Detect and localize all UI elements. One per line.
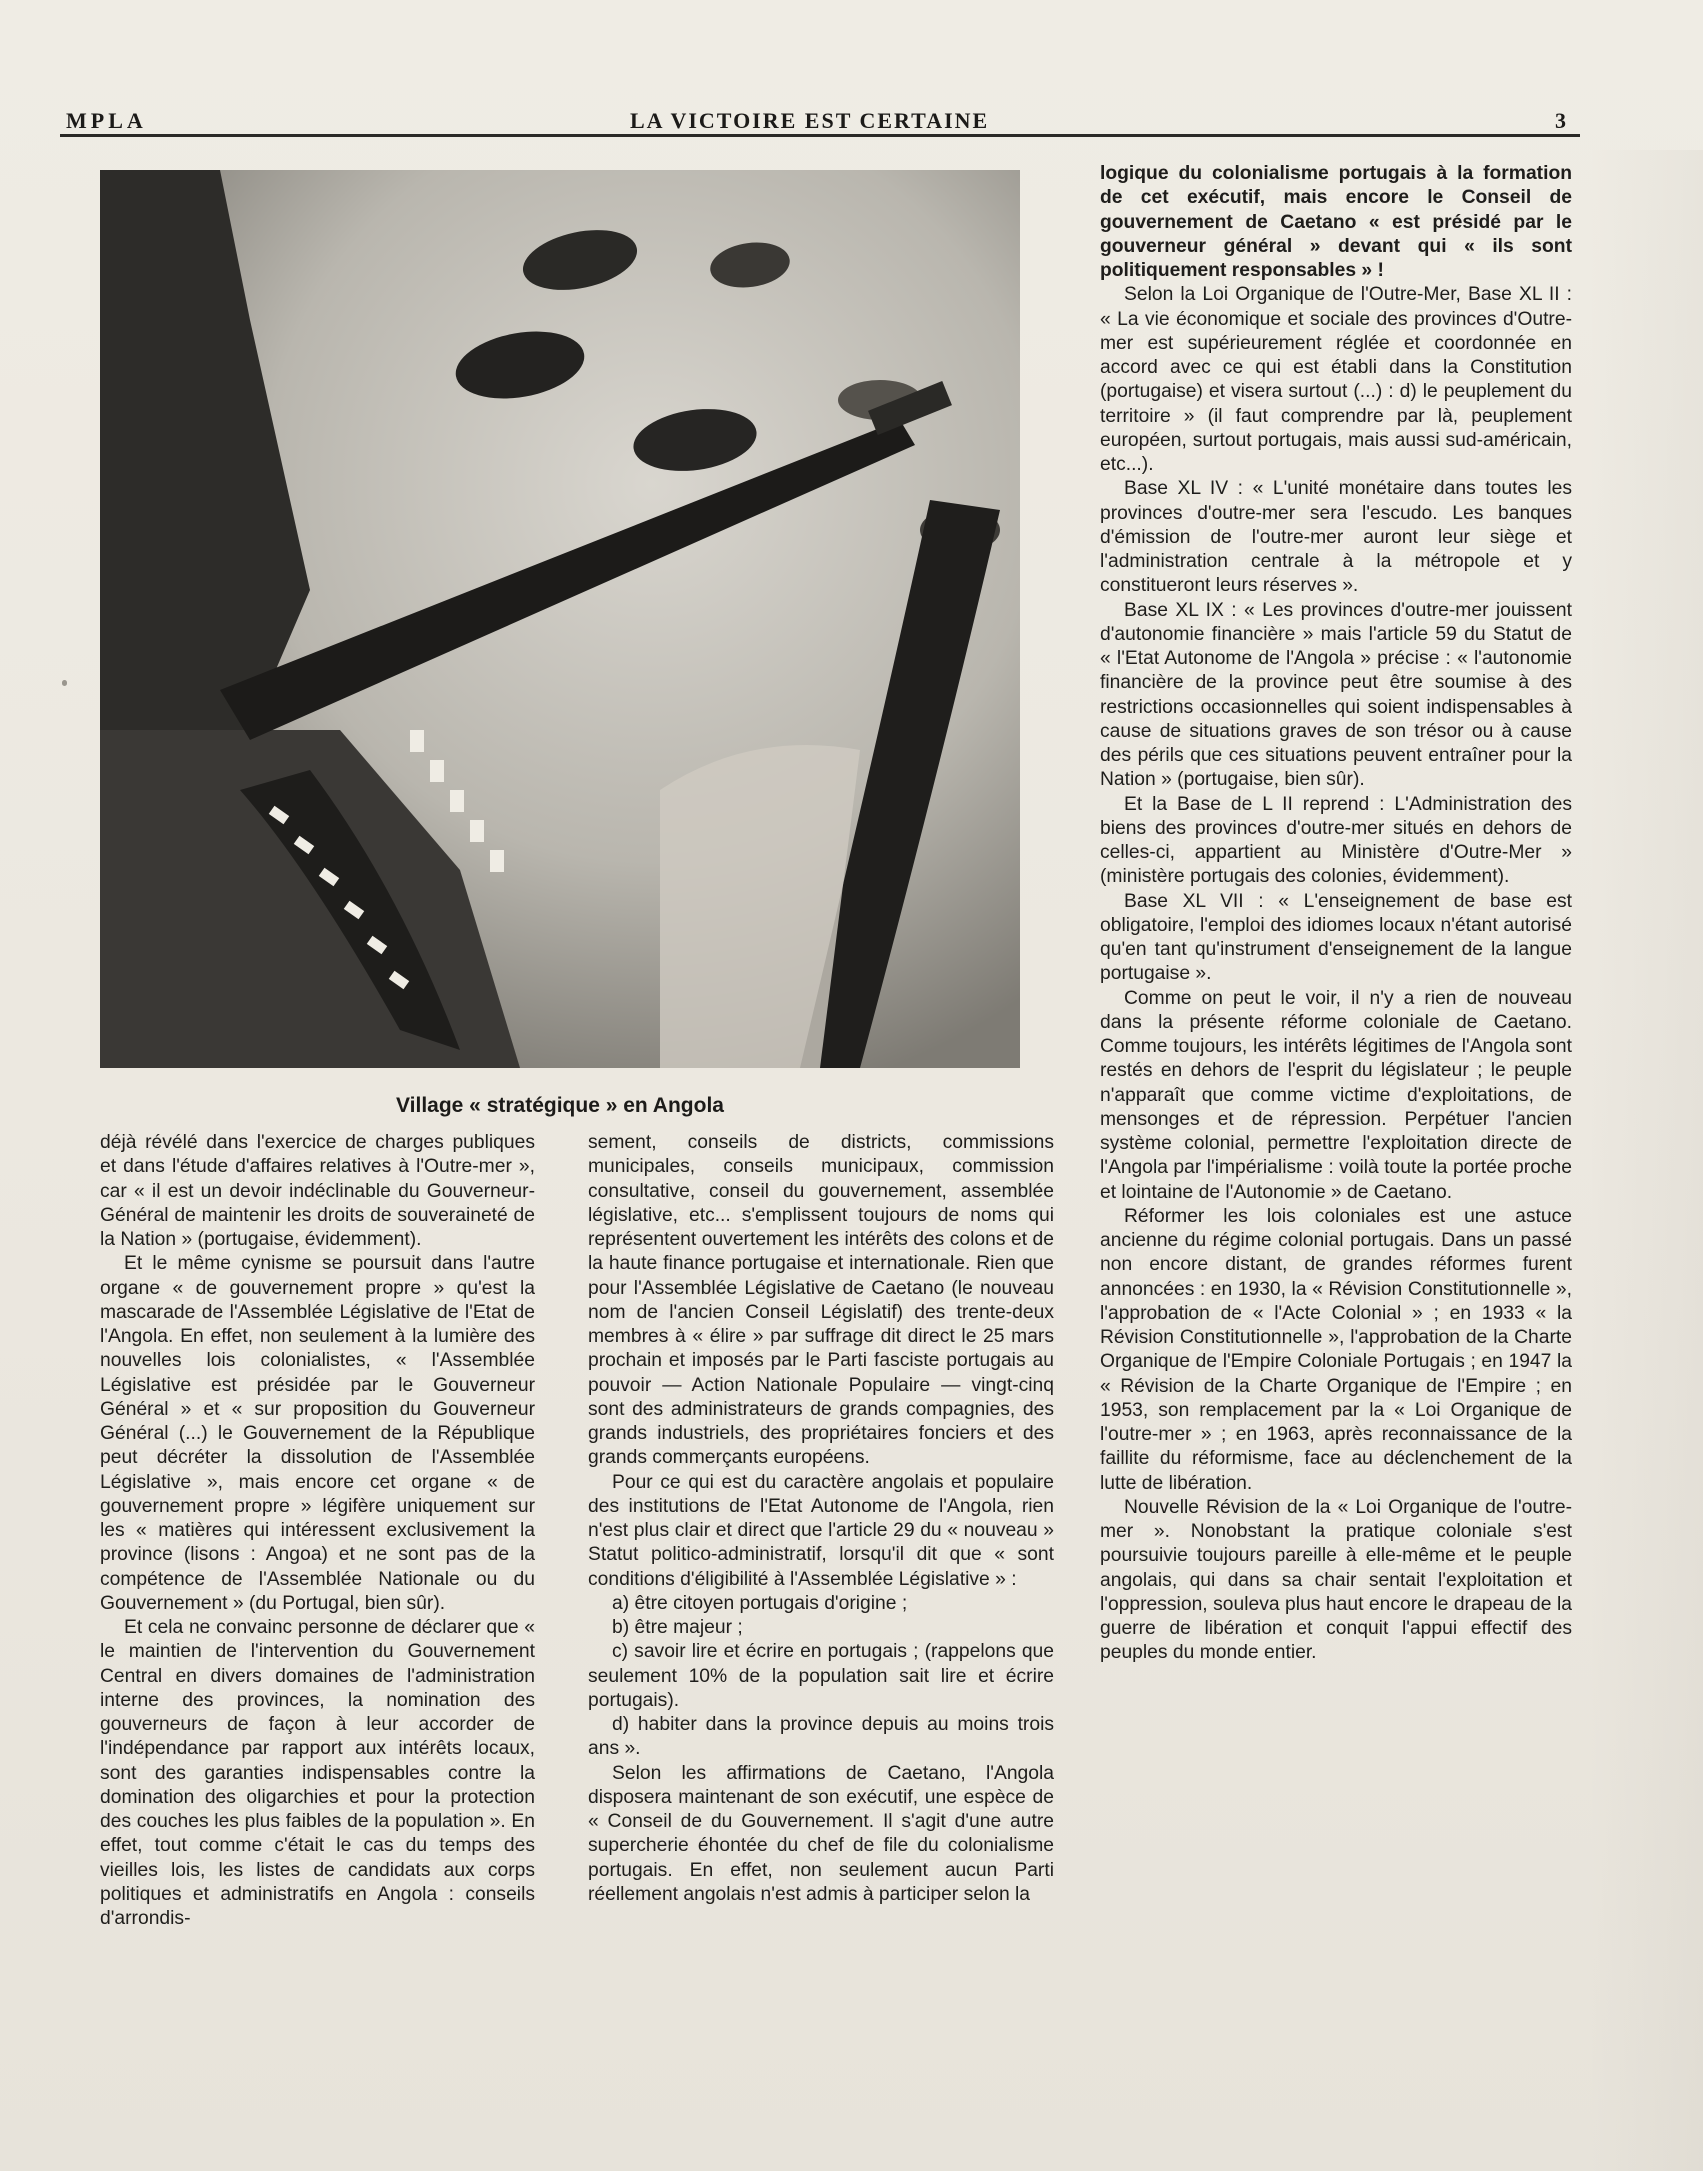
page-number: 3 (1555, 108, 1570, 133)
paragraph: Base XL IX : « Les provinces d'outre-mer jouissent d'autonomie financière » mais l'article 59 du Statut de « l'Etat Autonome de l'Angola » précise : « l'autonomie financière de la province peut être soumise à des restrictions occasionnelles qui soient indispensables à cause de situations graves de son trésor ou à cause des périls que ces situations peuvent entraîner pour la Nation » (portugaise, bien sûr). (1100, 599, 1572, 791)
paragraph: Et la Base de L II reprend : L'Administration des biens des provinces d'outre-mer situés en dehors de celles-ci, appartient au Ministère d'Outre-Mer » (ministère portugais des colonies, évidemment). (1100, 793, 1572, 888)
header-rule (60, 134, 1580, 137)
paragraph: logique du colonialisme portugais à la formation de cet exécutif, mais encore le Conseil de gouvernement de Caetano « est présidé par le gouverneur général » devant qui « ils sont politiquement responsables » ! (1100, 163, 1572, 281)
paragraph: Base XL VII : « L'enseignement de base est obligatoire, l'emploi des idiomes locaux n'étant autorisé qu'en tant qu'instrument d'enseignement de la langue portugaise ». (1100, 890, 1572, 985)
paragraph: Comme on peut le voir, il n'y a rien de nouveau dans la présente réforme coloniale de Caetano. Comme toujours, les intérêts légitimes de l'Angola sont restés en dehors de l'esprit du législateur ; le peuple n'apparaît que comme victime d'exploitations, de mensonges et de répression. Perpétuer l'ancien système colonial, permettre l'exploitation directe de l'Angola par l'impérialisme : voilà toute la portée proche et lointaine de l'Autonomie » de Caetano. (1100, 987, 1572, 1203)
paragraph: déjà révélé dans l'exercice de charges publiques et dans l'étude d'affaires relatives à l'Outre-mer », car « il est un devoir indéclinable du Gouverneur-Général de maintenir les droits de souveraineté de la Nation » (portugaise, évidemment). (100, 1132, 535, 1250)
list-item: a) être citoyen portugais d'origine ; (612, 1592, 908, 1614)
photograph-soldier-rifle (100, 170, 1020, 1068)
facing-page-bleed (1588, 150, 1703, 2171)
paragraph: Et le même cynisme se poursuit dans l'autre organe « de gouvernement propre » qu'est la mascarade de l'Assemblée Législative de l'Etat de l'Angola. En effet, non seulement à la lumière des nouvelles lois colonialistes, « l'Assemblée Législative est présidée par le Gouverneur Général » et « sur proposition du Gouverneur Général (...) le Gouvernement de la République peut décréter la dissolution de l'Assemblée Législative », mais encore cet organe « de gouvernement propre » légifère uniquement sur les « matières qui intéressent exclusivement la province (lisons : Angoa) et ne sont pas de la compétence de l'Assemblée Nationale ou du Gouvernement » (du Portugal, bien sûr). (100, 1253, 535, 1614)
column-1 (100, 1131, 535, 1931)
paragraph: sement, conseils de districts, commissions municipales, conseils municipaux, commission consultative, conseil du gouvernement, assemblée législative, etc... s'emplissent toujours de noms qui représentent ouvertement les intérêts des colons et de la haute finance portugaise et internationale. Rien que pour l'Assemblée Législative de Caetano (le nouveau nom de l'ancien Conseil Législatif) des trente-deux membres à « élire » par suffrage dit direct le 25 mars prochain et imposés par le Parti fasciste portugais au pouvoir — Action Nationale Populaire — vingt-cinq sont des administrateurs de grands compagnies, des grands industriels, des propriétaires fonciers et des grands commerçants européens. (588, 1132, 1054, 1469)
paper-speck (62, 680, 67, 686)
paragraph: Nouvelle Révision de la « Loi Organique de l'outre-mer ». Nonobstant la pratique coloniale s'est poursuivie toujours pareille à elle-même et le peuple angolais, qui dans sa chair sentait l'exploitation et l'oppression, souleva plus haut encore le drapeau de la guerre de libération et conquit l'appui effectif des peuples du monde entier. (1100, 1496, 1572, 1664)
photo-halftone (100, 170, 1020, 1068)
paragraph: Selon les affirmations de Caetano, l'Angola disposera maintenant de son exécutif, une espèce de « Conseil de du Gouvernement. Il s'agit d'une autre supercherie éhontée du chef de file du colonialisme portugais. En effet, non seulement aucun Parti réellement angolais n'est admis à participer selon la (588, 1762, 1054, 1905)
list-item: d) habiter dans la province depuis au moins trois ans ». (588, 1714, 1054, 1760)
masthead-title: LA VICTOIRE EST CERTAINE (630, 108, 990, 133)
masthead-left: MPLA (66, 108, 147, 133)
photo-caption: Village « stratégique » en Angola (396, 1094, 724, 1117)
paragraph: Réformer les lois coloniales est une astuce ancienne du régime colonial portugais. Dans un passé non encore distant, de grandes réformes furent annoncées : en 1930, la « Révision Constitutionnelle », l'approbation de « l'Acte Colonial » ; en 1933 « la Révision Constitutionnelle », l'approbation de la Charte Organique de l'Empire Coloniale Portugais ; en 1947 la « Révision de la Charte Organique de l'Empire ; en 1953, son remplacement par la « Loi Organique de l'outre-mer » ; en 1963, après reconnaissance de la faillite du réformisme, face au déclenchement de la lutte de libération. (1100, 1205, 1572, 1494)
paragraph: Base XL IV : « L'unité monétaire dans toutes les provinces d'outre-mer sera l'escudo. Les banques d'émission de l'outre-mer auront leur siège et l'administration centrale à la métropole et y constitueront leurs réserves ». (1100, 478, 1572, 597)
column-3 (1100, 162, 1572, 1666)
paragraph: Selon la Loi Organique de l'Outre-Mer, Base XL II : « La vie économique et sociale des provinces d'Outre-mer est supérieurement réglée et coordonnée en accord avec ce qui est établi dans la Constitution (portugaise) et visera surtout (...) : d) le peuplement du territoire » (il faut comprendre par là, peuplement européen, surtout portugais, mais aussi sud-américain, etc...). (1100, 284, 1572, 475)
list-item: b) être majeur ; (612, 1617, 743, 1638)
paragraph: Pour ce qui est du caractère angolais et populaire des institutions de l'Etat Autonome de l'Angola, rien n'est plus clair et direct que l'article 29 du « nouveau » Statut politico-administratif, lorsqu'il dit que « sont conditions d'éligibilité à l'Assemblée Législative » : (588, 1471, 1054, 1590)
list-item: c) savoir lire et écrire en portugais ; (rappelons que seulement 10% de la population sait lire et écrire portugais). (588, 1641, 1054, 1711)
column-2 (588, 1131, 1054, 1907)
paragraph: Et cela ne convainc personne de déclarer que « le maintien de l'intervention du Gouvernement Central en divers domaines de l'administration interne des provinces, la nomination des gouverneurs de façon à leur accorder de l'indépendance par rapport aux intérêts locaux, sont des garanties indispensables contre la domination des oligarchies et pour la protection des couches les plus faibles de la population ». En effet, tout comme c'était le cas du temps des vieilles lois, les listes de candidats aux corps politiques et administratifs en Angola : conseils d'arrondis- (100, 1617, 535, 1929)
